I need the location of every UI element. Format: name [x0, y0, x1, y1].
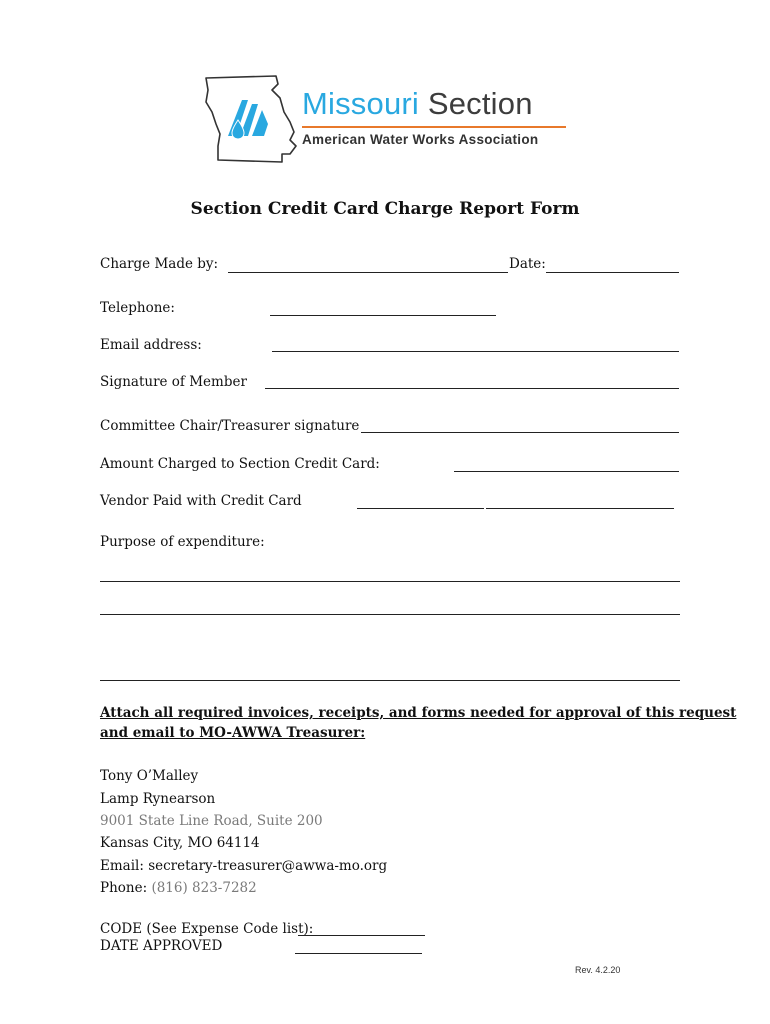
purpose-line-3[interactable] [100, 680, 680, 681]
signature-label: Signature of Member [100, 374, 247, 390]
instruction-line-2 [100, 727, 365, 741]
email-field[interactable] [272, 351, 679, 352]
date-field[interactable] [546, 272, 679, 273]
purpose-line-2[interactable] [100, 614, 680, 615]
missouri-state-outline-icon [198, 72, 302, 172]
contact-address: 9001 State Line Road, Suite 200 [100, 813, 323, 829]
email-label: Email address: [100, 337, 202, 353]
amount-label: Amount Charged to Section Credit Card: [100, 456, 380, 472]
contact-company: Lamp Rynearson [100, 791, 216, 807]
committee-signature-label: Committee Chair/Treasurer signature [100, 418, 360, 434]
instruction-line-1 [100, 707, 736, 721]
instruction-text-2: and email to MO-AWWA Treasurer: [100, 725, 366, 741]
logo-title [302, 88, 533, 119]
amount-field[interactable] [454, 471, 679, 472]
form-title: Section Credit Card Charge Report Form [190, 199, 580, 219]
contact-email-link[interactable]: secretary-treasurer@awwa-mo.org [148, 858, 388, 874]
logo-divider [302, 126, 566, 128]
contact-phone-row [100, 882, 257, 896]
code-field[interactable] [298, 935, 425, 936]
charge-made-by-field[interactable] [228, 272, 508, 273]
signature-field[interactable] [265, 388, 679, 389]
date-label: Date: [509, 256, 546, 272]
logo-title-section: Section [427, 86, 533, 121]
contact-phone: (816) 823-7282 [151, 880, 257, 896]
telephone-label: Telephone: [100, 300, 175, 316]
date-approved-field[interactable] [295, 953, 422, 954]
vendor-field-part1[interactable] [357, 508, 484, 509]
contact-name: Tony O’Malley [100, 768, 199, 784]
logo-subtitle: American Water Works Association [302, 132, 539, 147]
logo-title-missouri: Missouri [302, 86, 420, 121]
purpose-line-1[interactable] [100, 581, 680, 582]
email-prefix: Email: [100, 858, 149, 874]
date-approved-label: DATE APPROVED [100, 938, 223, 954]
vendor-field-part2[interactable] [486, 508, 674, 509]
telephone-field[interactable] [270, 315, 496, 316]
charge-made-by-label: Charge Made by: [100, 256, 219, 272]
phone-prefix: Phone: [100, 880, 152, 896]
awwa-mark-icon [228, 100, 268, 139]
committee-signature-field[interactable] [361, 432, 679, 433]
contact-email-row [100, 860, 387, 874]
contact-city: Kansas City, MO 64114 [100, 835, 260, 851]
purpose-label: Purpose of expenditure: [100, 534, 265, 550]
logo [198, 72, 578, 172]
instruction-text-1: Attach all required invoices, receipts, and forms needed for approval of this request [100, 705, 737, 721]
vendor-label: Vendor Paid with Credit Card [100, 493, 302, 509]
revision-label: Rev. 4.2.20 [575, 965, 621, 975]
code-label: CODE (See Expense Code list): [100, 921, 314, 937]
